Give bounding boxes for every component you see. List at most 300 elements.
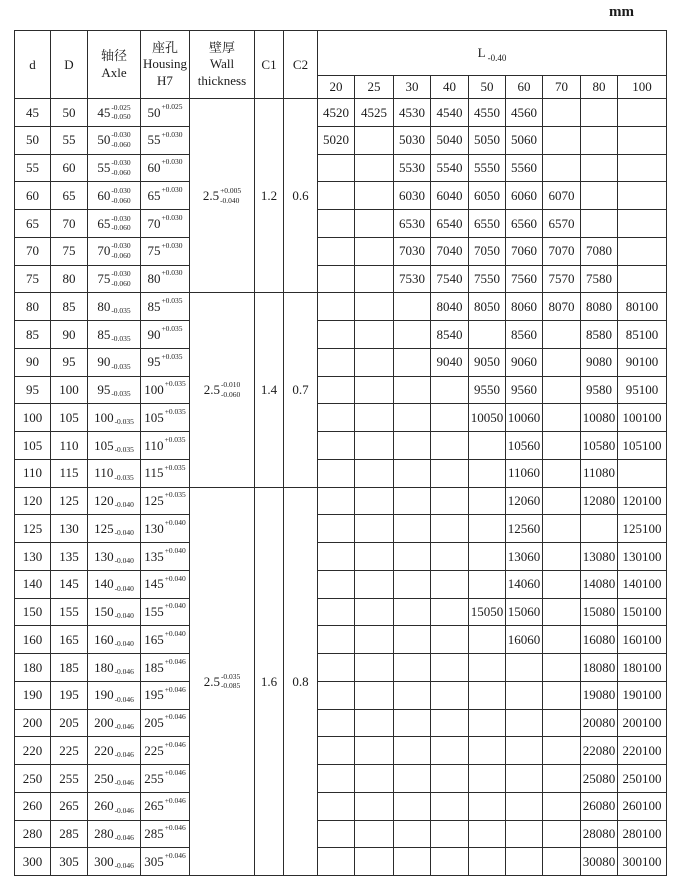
cell-L-60: 12060	[506, 487, 543, 515]
cell-L-40: 9040	[431, 348, 469, 376]
cell-L-30	[394, 765, 431, 793]
cell-housing-tolerance: 305 +0.046	[141, 848, 190, 876]
cell-d: 300	[15, 848, 51, 876]
cell-L-80: 26080	[581, 792, 618, 820]
table-row	[15, 348, 667, 376]
table-row	[15, 654, 667, 682]
cell-axle-tolerance: 95 -0.035	[88, 376, 141, 404]
cell-L-20	[318, 709, 355, 737]
cell-housing-tolerance: 255 +0.046	[141, 765, 190, 793]
cell-L-30	[394, 737, 431, 765]
cell-housing-tolerance: 70 +0.030	[141, 210, 190, 238]
cell-L-30	[394, 598, 431, 626]
cell-L-70	[543, 681, 581, 709]
cell-L-40: 6540	[431, 210, 469, 238]
cell-L-30: 7030	[394, 237, 431, 265]
cell-L-40	[431, 820, 469, 848]
cell-L-70	[543, 487, 581, 515]
L-col-header-80: 80	[581, 76, 618, 99]
cell-axle-tolerance: 50 -0.030 -0.060	[88, 126, 141, 154]
cell-axle-tolerance: 85 -0.035	[88, 321, 141, 349]
cell-D: 60	[51, 154, 88, 182]
cell-L-100: 190100	[618, 681, 667, 709]
cell-L-100	[618, 210, 667, 238]
cell-D: 205	[51, 709, 88, 737]
table-row	[15, 99, 667, 127]
cell-L-20	[318, 321, 355, 349]
cell-L-20	[318, 348, 355, 376]
cell-L-25	[355, 432, 394, 460]
cell-L-70	[543, 459, 581, 487]
cell-housing-tolerance: 75 +0.030	[141, 237, 190, 265]
cell-L-60	[506, 737, 543, 765]
cell-L-25	[355, 404, 394, 432]
cell-housing-tolerance: 185 +0.046	[141, 654, 190, 682]
cell-L-60: 6560	[506, 210, 543, 238]
cell-L-100: 160100	[618, 626, 667, 654]
cell-L-20	[318, 376, 355, 404]
cell-L-100: 80100	[618, 293, 667, 321]
cell-L-50: 10050	[469, 404, 506, 432]
cell-housing-tolerance: 225 +0.046	[141, 737, 190, 765]
cell-d: 125	[15, 515, 51, 543]
cell-L-100: 180100	[618, 654, 667, 682]
cell-L-25	[355, 154, 394, 182]
col-header-L	[318, 31, 667, 76]
cell-L-70	[543, 626, 581, 654]
cell-D: 265	[51, 792, 88, 820]
cell-L-50	[469, 626, 506, 654]
cell-d: 65	[15, 210, 51, 238]
cell-L-60: 8560	[506, 321, 543, 349]
cell-D: 285	[51, 820, 88, 848]
cell-L-70: 8070	[543, 293, 581, 321]
L-col-header-25: 25	[355, 76, 394, 99]
cell-L-20	[318, 543, 355, 571]
cell-L-80: 7080	[581, 237, 618, 265]
cell-D: 80	[51, 265, 88, 293]
cell-housing-tolerance: 95 +0.035	[141, 348, 190, 376]
cell-L-30	[394, 348, 431, 376]
cell-L-20	[318, 404, 355, 432]
cell-L-70	[543, 515, 581, 543]
cell-L-50	[469, 792, 506, 820]
col-header-housing	[141, 31, 190, 99]
cell-L-40	[431, 515, 469, 543]
cell-L-100: 280100	[618, 820, 667, 848]
table-row	[15, 515, 667, 543]
cell-L-80: 10580	[581, 432, 618, 460]
table-row	[15, 543, 667, 571]
cell-D: 50	[51, 99, 88, 127]
cell-L-20: 4520	[318, 99, 355, 127]
cell-L-40	[431, 376, 469, 404]
cell-L-20	[318, 598, 355, 626]
cell-L-40: 7040	[431, 237, 469, 265]
cell-L-60: 14060	[506, 570, 543, 598]
cell-L-80: 15080	[581, 598, 618, 626]
cell-wall-thickness: 2.5 -0.035 -0.085	[190, 487, 255, 876]
cell-L-30	[394, 848, 431, 876]
cell-axle-tolerance: 105 -0.035	[88, 432, 141, 460]
cell-L-50: 9550	[469, 376, 506, 404]
cell-d: 130	[15, 543, 51, 571]
cell-axle-tolerance: 190 -0.046	[88, 681, 141, 709]
cell-d: 95	[15, 376, 51, 404]
cell-axle-tolerance: 280 -0.046	[88, 820, 141, 848]
cell-axle-tolerance: 200 -0.046	[88, 709, 141, 737]
cell-axle-tolerance: 60 -0.030 -0.060	[88, 182, 141, 210]
cell-L-30	[394, 432, 431, 460]
cell-L-60	[506, 848, 543, 876]
cell-d: 190	[15, 681, 51, 709]
cell-L-40: 8540	[431, 321, 469, 349]
cell-D: 90	[51, 321, 88, 349]
cell-D: 65	[51, 182, 88, 210]
cell-d: 80	[15, 293, 51, 321]
cell-L-20	[318, 848, 355, 876]
cell-L-60: 15060	[506, 598, 543, 626]
cell-L-100: 130100	[618, 543, 667, 571]
cell-L-20	[318, 765, 355, 793]
cell-axle-tolerance: 120 -0.040	[88, 487, 141, 515]
cell-L-70: 7570	[543, 265, 581, 293]
cell-d: 250	[15, 765, 51, 793]
cell-L-40	[431, 598, 469, 626]
cell-L-30: 6530	[394, 210, 431, 238]
cell-L-25	[355, 126, 394, 154]
cell-L-80	[581, 515, 618, 543]
cell-D: 135	[51, 543, 88, 571]
cell-L-25	[355, 459, 394, 487]
cell-L-100: 140100	[618, 570, 667, 598]
cell-L-20	[318, 654, 355, 682]
cell-d: 220	[15, 737, 51, 765]
cell-housing-tolerance: 85 +0.035	[141, 293, 190, 321]
cell-axle-tolerance: 80 -0.035	[88, 293, 141, 321]
table-row	[15, 570, 667, 598]
cell-L-80	[581, 182, 618, 210]
cell-D: 75	[51, 237, 88, 265]
table-row	[15, 265, 667, 293]
cell-L-30: 4530	[394, 99, 431, 127]
cell-L-80: 19080	[581, 681, 618, 709]
table-body	[15, 99, 667, 876]
cell-c2: 0.6	[284, 99, 318, 293]
cell-L-20	[318, 154, 355, 182]
cell-L-40	[431, 570, 469, 598]
cell-L-30: 7530	[394, 265, 431, 293]
cell-d: 50	[15, 126, 51, 154]
table-row	[15, 404, 667, 432]
cell-L-20	[318, 515, 355, 543]
cell-L-50	[469, 681, 506, 709]
cell-L-80	[581, 210, 618, 238]
cell-D: 95	[51, 348, 88, 376]
cell-L-50	[469, 459, 506, 487]
cell-housing-tolerance: 105 +0.035	[141, 404, 190, 432]
cell-L-70	[543, 432, 581, 460]
cell-D: 305	[51, 848, 88, 876]
col-header-wall-thickness	[190, 31, 255, 99]
cell-L-20	[318, 237, 355, 265]
cell-L-60	[506, 820, 543, 848]
cell-D: 130	[51, 515, 88, 543]
cell-L-25	[355, 570, 394, 598]
cell-D: 100	[51, 376, 88, 404]
cell-L-80: 11080	[581, 459, 618, 487]
cell-L-20	[318, 459, 355, 487]
cell-L-25	[355, 598, 394, 626]
cell-L-40	[431, 765, 469, 793]
cell-axle-tolerance: 100 -0.035	[88, 404, 141, 432]
cell-axle-tolerance: 250 -0.046	[88, 765, 141, 793]
cell-housing-tolerance: 50 +0.025	[141, 99, 190, 127]
cell-axle-tolerance: 70 -0.030 -0.060	[88, 237, 141, 265]
cell-L-40: 4540	[431, 99, 469, 127]
cell-axle-tolerance: 150 -0.040	[88, 598, 141, 626]
cell-housing-tolerance: 135 +0.040	[141, 543, 190, 571]
cell-D: 195	[51, 681, 88, 709]
cell-d: 55	[15, 154, 51, 182]
cell-axle-tolerance: 45 -0.025 -0.050	[88, 99, 141, 127]
cell-L-60: 10060	[506, 404, 543, 432]
cell-L-60: 8060	[506, 293, 543, 321]
cell-L-30	[394, 515, 431, 543]
cell-L-50: 7550	[469, 265, 506, 293]
cell-D: 225	[51, 737, 88, 765]
cell-L-40: 6040	[431, 182, 469, 210]
cell-axle-tolerance: 110 -0.035	[88, 459, 141, 487]
cell-d: 85	[15, 321, 51, 349]
cell-d: 140	[15, 570, 51, 598]
axle-label-en: Axle	[101, 64, 127, 80]
cell-wall-thickness: 2.5 +0.005 -0.040	[190, 99, 255, 293]
table-row	[15, 792, 667, 820]
cell-L-20	[318, 293, 355, 321]
cell-L-70	[543, 348, 581, 376]
table-row	[15, 210, 667, 238]
col-header-c1: C1	[255, 31, 284, 99]
cell-L-40	[431, 654, 469, 682]
cell-D: 110	[51, 432, 88, 460]
cell-d: 90	[15, 348, 51, 376]
L-col-header-30: 30	[394, 76, 431, 99]
cell-L-50: 6550	[469, 210, 506, 238]
cell-L-25	[355, 626, 394, 654]
table-row	[15, 598, 667, 626]
cell-L-50	[469, 737, 506, 765]
cell-L-25	[355, 237, 394, 265]
table-row	[15, 626, 667, 654]
cell-housing-tolerance: 205 +0.046	[141, 709, 190, 737]
cell-d: 75	[15, 265, 51, 293]
cell-L-25	[355, 348, 394, 376]
cell-L-100	[618, 126, 667, 154]
table-row	[15, 237, 667, 265]
L-base: L	[477, 45, 486, 61]
cell-L-100: 85100	[618, 321, 667, 349]
cell-L-80: 8580	[581, 321, 618, 349]
cell-L-60	[506, 709, 543, 737]
cell-housing-tolerance: 155 +0.040	[141, 598, 190, 626]
cell-L-30	[394, 709, 431, 737]
cell-L-30	[394, 681, 431, 709]
cell-axle-tolerance: 220 -0.046	[88, 737, 141, 765]
housing-fit-label: H7	[157, 72, 173, 88]
cell-L-30	[394, 570, 431, 598]
cell-L-50	[469, 820, 506, 848]
table-row	[15, 321, 667, 349]
cell-D: 55	[51, 126, 88, 154]
cell-L-70	[543, 598, 581, 626]
cell-L-80: 12080	[581, 487, 618, 515]
cell-L-60: 13060	[506, 543, 543, 571]
cell-L-70	[543, 321, 581, 349]
cell-L-70	[543, 543, 581, 571]
cell-L-25: 4525	[355, 99, 394, 127]
cell-L-20	[318, 210, 355, 238]
cell-L-60	[506, 681, 543, 709]
cell-L-60	[506, 792, 543, 820]
cell-housing-tolerance: 110 +0.035	[141, 432, 190, 460]
col-header-D: D	[51, 31, 88, 99]
cell-c1: 1.4	[255, 293, 284, 487]
cell-L-40: 7540	[431, 265, 469, 293]
cell-L-25	[355, 487, 394, 515]
cell-housing-tolerance: 285 +0.046	[141, 820, 190, 848]
cell-L-40	[431, 404, 469, 432]
cell-L-60: 6060	[506, 182, 543, 210]
cell-L-30	[394, 820, 431, 848]
cell-L-60: 12560	[506, 515, 543, 543]
cell-L-50: 5550	[469, 154, 506, 182]
cell-L-40	[431, 459, 469, 487]
cell-housing-tolerance: 100 +0.035	[141, 376, 190, 404]
cell-L-30: 5030	[394, 126, 431, 154]
cell-L-25	[355, 515, 394, 543]
table-row	[15, 737, 667, 765]
cell-L-30	[394, 543, 431, 571]
cell-axle-tolerance: 55 -0.030 -0.060	[88, 154, 141, 182]
cell-L-30	[394, 293, 431, 321]
cell-L-25	[355, 543, 394, 571]
cell-L-50: 5050	[469, 126, 506, 154]
cell-D: 125	[51, 487, 88, 515]
cell-L-30	[394, 626, 431, 654]
table-row	[15, 487, 667, 515]
cell-L-60: 7560	[506, 265, 543, 293]
cell-D: 105	[51, 404, 88, 432]
cell-housing-tolerance: 65 +0.030	[141, 182, 190, 210]
cell-L-50: 9050	[469, 348, 506, 376]
cell-L-60: 16060	[506, 626, 543, 654]
cell-axle-tolerance: 75 -0.030 -0.060	[88, 265, 141, 293]
cell-L-50: 15050	[469, 598, 506, 626]
cell-L-30: 6030	[394, 182, 431, 210]
cell-L-25	[355, 321, 394, 349]
cell-L-100: 120100	[618, 487, 667, 515]
cell-L-100: 95100	[618, 376, 667, 404]
cell-L-20	[318, 792, 355, 820]
cell-L-60: 9560	[506, 376, 543, 404]
cell-L-20: 5020	[318, 126, 355, 154]
cell-L-70	[543, 570, 581, 598]
cell-d: 70	[15, 237, 51, 265]
cell-L-25	[355, 293, 394, 321]
cell-L-70: 6070	[543, 182, 581, 210]
cell-L-30	[394, 654, 431, 682]
cell-L-50	[469, 487, 506, 515]
cell-housing-tolerance: 55 +0.030	[141, 126, 190, 154]
cell-L-60: 5060	[506, 126, 543, 154]
wall-label-en2: thickness	[197, 72, 247, 88]
cell-L-50: 7050	[469, 237, 506, 265]
cell-L-80: 30080	[581, 848, 618, 876]
cell-L-70	[543, 99, 581, 127]
cell-L-50	[469, 848, 506, 876]
L-col-header-20: 20	[318, 76, 355, 99]
cell-axle-tolerance: 90 -0.035	[88, 348, 141, 376]
axle-label-cn: 轴径	[100, 48, 127, 64]
cell-c2: 0.7	[284, 293, 318, 487]
cell-L-100: 250100	[618, 765, 667, 793]
cell-L-60: 10560	[506, 432, 543, 460]
table-row	[15, 126, 667, 154]
cell-L-40	[431, 681, 469, 709]
cell-L-100: 200100	[618, 709, 667, 737]
cell-d: 150	[15, 598, 51, 626]
cell-L-25	[355, 765, 394, 793]
cell-L-30	[394, 459, 431, 487]
cell-L-60	[506, 654, 543, 682]
col-header-axle	[88, 31, 141, 99]
cell-L-80: 10080	[581, 404, 618, 432]
cell-D: 145	[51, 570, 88, 598]
cell-L-40	[431, 543, 469, 571]
cell-L-60: 5560	[506, 154, 543, 182]
cell-D: 185	[51, 654, 88, 682]
cell-L-80: 9580	[581, 376, 618, 404]
cell-L-25	[355, 210, 394, 238]
L-col-header-40: 40	[431, 76, 469, 99]
bushing-dimension-table	[14, 30, 667, 876]
cell-L-20	[318, 432, 355, 460]
cell-L-40	[431, 792, 469, 820]
cell-d: 120	[15, 487, 51, 515]
cell-d: 260	[15, 792, 51, 820]
cell-L-25	[355, 792, 394, 820]
cell-L-80: 22080	[581, 737, 618, 765]
cell-L-50	[469, 432, 506, 460]
cell-L-80: 18080	[581, 654, 618, 682]
cell-L-25	[355, 182, 394, 210]
cell-L-70	[543, 737, 581, 765]
cell-L-80	[581, 126, 618, 154]
cell-L-80: 20080	[581, 709, 618, 737]
cell-L-30	[394, 376, 431, 404]
cell-housing-tolerance: 145 +0.040	[141, 570, 190, 598]
cell-L-40: 5540	[431, 154, 469, 182]
col-header-d: d	[15, 31, 51, 99]
cell-L-30	[394, 792, 431, 820]
cell-L-20	[318, 265, 355, 293]
cell-housing-tolerance: 60 +0.030	[141, 154, 190, 182]
L-tolerance: -0.40	[487, 53, 507, 64]
cell-axle-tolerance: 180 -0.046	[88, 654, 141, 682]
header-row-main	[15, 31, 667, 76]
cell-L-100	[618, 182, 667, 210]
